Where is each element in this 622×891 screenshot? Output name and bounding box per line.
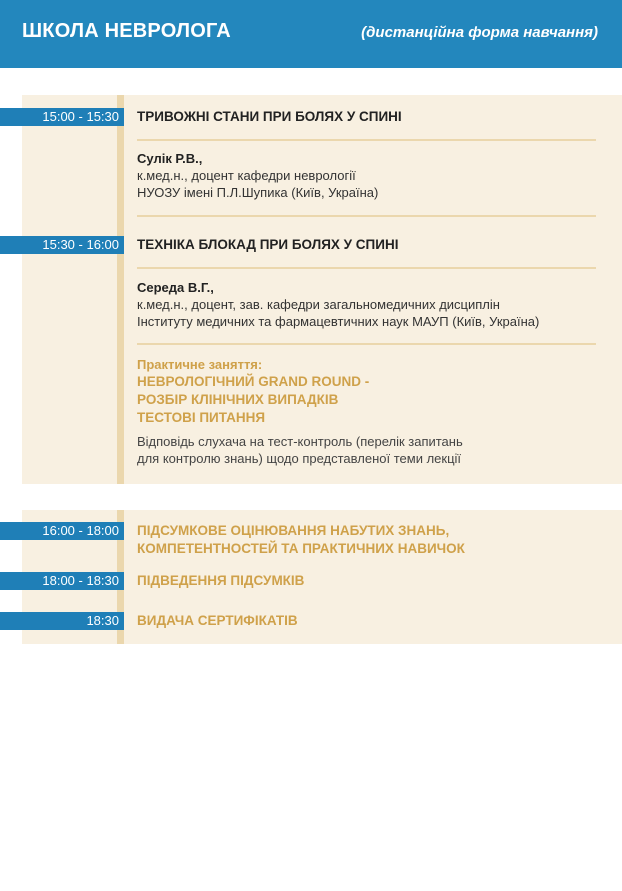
speaker-info [137,150,378,201]
divider [137,267,596,269]
practice-heading: ТЕСТОВІ ПИТАННЯ [137,410,266,425]
speaker-name: Середа В.Г., [137,280,214,295]
page-title: ШКОЛА НЕВРОЛОГА [22,20,231,42]
session-title: ПІДВЕДЕННЯ ПІДСУМКІВ [137,573,305,588]
speaker-position: к.мед.н., доцент, зав. кафедри загальномедичних дисциплін [137,297,500,312]
session-title: ВИДАЧА СЕРТИФІКАТІВ [137,613,298,628]
timeline-divider [117,95,124,484]
speaker-info [137,279,539,330]
page-header [0,0,622,68]
practice-heading: РОЗБІР КЛІНІЧНИХ ВИПАДКІВ [137,392,339,407]
session-title [137,522,465,558]
session-title: ТРИВОЖНІ СТАНИ ПРИ БОЛЯХ У СПИНІ [137,109,402,124]
speaker-name: Сулік Р.В., [137,151,203,166]
practice-description-line: Відповідь слухача на тест-контроль (перелік запитань [137,434,463,449]
practice-description [137,433,463,467]
speaker-position: к.мед.н., доцент кафедри неврології [137,168,356,183]
session-title-line: ПІДСУМКОВЕ ОЦІНЮВАННЯ НАБУТИХ ЗНАНЬ, [137,523,450,538]
session-title: ТЕХНІКА БЛОКАД ПРИ БОЛЯХ У СПИНІ [137,237,399,252]
divider [137,215,596,217]
time-badge: 15:30 - 16:00 [0,236,124,254]
time-badge: 15:00 - 15:30 [0,108,124,126]
divider [137,343,596,345]
practice-block [137,356,463,467]
speaker-affiliation: НУОЗУ імені П.Л.Шупика (Київ, Україна) [137,185,379,200]
page-subtitle: (дистанційна форма навчання) [361,24,598,41]
session-title-line: КОМПЕТЕНТНОСТЕЙ ТА ПРАКТИЧНИХ НАВИЧОК [137,541,465,556]
time-badge: 18:00 - 18:30 [0,572,124,590]
practice-description-line: для контролю знань) щодо представленої теми лекції [137,451,462,466]
time-badge: 16:00 - 18:00 [0,522,124,540]
speaker-affiliation: Інституту медичних та фармацевтичних наук МАУП (Київ, Україна) [137,314,540,329]
time-badge: 18:30 [0,612,124,630]
practice-label: Практичне заняття: [137,357,263,372]
divider [137,139,596,141]
practice-heading: НЕВРОЛОГІЧНИЙ GRAND ROUND - [137,374,370,389]
